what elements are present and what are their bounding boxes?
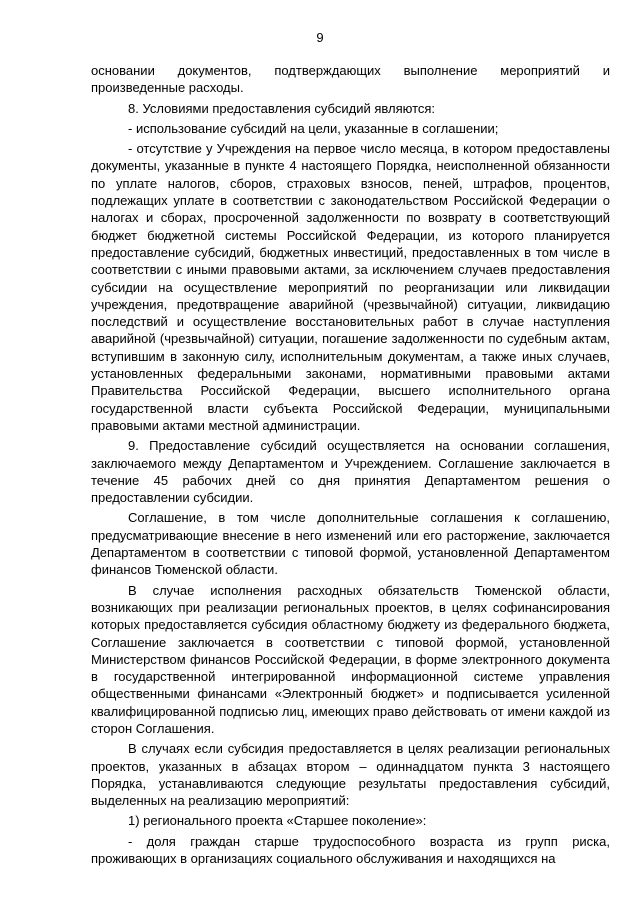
page-number: 9 bbox=[316, 30, 324, 45]
paragraph: В случаях если субсидия предоставляется в целях реализации региональных проектов, указанных в абзацах втором – одиннадцатом пункта 3 настоящего Порядка, устанавливаются следующие результаты предоставления субсидий, выделенных на реализацию мероприятий: bbox=[91, 741, 610, 809]
paragraph: Соглашение, в том числе дополнительные соглашения к соглашению, предусматривающие внесение в него изменений или его расторжение, заключается Департаментом в соответствии с типовой формой, установленной Департаментом финансов Тюменской области. bbox=[91, 510, 610, 578]
paragraph: 9. Предоставление субсидий осуществляется на основании соглашения, заключаемого между Департаментом и Учреждением. Соглашение заключается в течение 45 рабочих дней со дня принятия Департаментом решения о предоставлении субсидии. bbox=[91, 438, 610, 506]
paragraph: основании документов, подтверждающих выполнение мероприятий и произведенные расходы. bbox=[91, 63, 610, 96]
paragraph: В случае исполнения расходных обязательств Тюменской области, возникающих при реализации региональных проектов, в целях софинансирования которых предоставляется субсидия областному бюджету из федерального бюджета, Соглашение заключается в соответствии с типовой формой, установленной Министерством финансов Российской Федерации, в форме электронного документа в государственной интегрированной информационной системе управления общественными финансами «Электронный бюджет» и подписывается усиленной квалифицированной подписью лиц, имеющих право действовать от имени каждой из сторон Соглашения. bbox=[91, 582, 610, 736]
paragraph: - отсутствие у Учреждения на первое число месяца, в котором предоставлены документы, указанные в пункте 4 настоящего Порядка, неисполненной обязанности по уплате налогов, сборов, страховых взносов, пеней, штрафов, процентов, подлежащих уплате в соответствии с законодательством Российской Федерации о налогах и сборах, просроченной задолженности по возврату в соответствующий бюджет бюджетной системы Российской Федерации, из которого планируется предоставление субсидий, бюджетных инвестиций, предоставленных в том числе в соответствии с иными правовыми актами, за исключением случаев предоставления субсидии на осуществление мероприятий по реорганизации или ликвидации учреждения, предотвращение аварийной (чрезвычайной) ситуации, ликвидацию последствий и осуществление восстановительных работ в случае наступления аварийной (чрезвычайной) ситуации, погашение задолженности по судебным актам, вступившим в законную силу, исполнительным документам, а также иных случаев, установленных федеральными законами, нормативными правовыми актами Правительства Российской Федерации, высшего исполнительного органа государственной власти субъекта Российской Федерации, муниципальными правовыми актами местной администрации. bbox=[91, 141, 610, 433]
document-body bbox=[91, 62, 610, 867]
paragraph: - доля граждан старше трудоспособного возраста из групп риска, проживающих в организациях социального обслуживания и находящихся на bbox=[91, 833, 610, 867]
paragraph: - использование субсидий на цели, указанные в соглашении; bbox=[128, 120, 499, 136]
paragraph: 8. Условиями предоставления субсидий являются: bbox=[128, 100, 436, 116]
paragraph: 1) регионального проекта «Старшее поколение»: bbox=[128, 813, 427, 829]
